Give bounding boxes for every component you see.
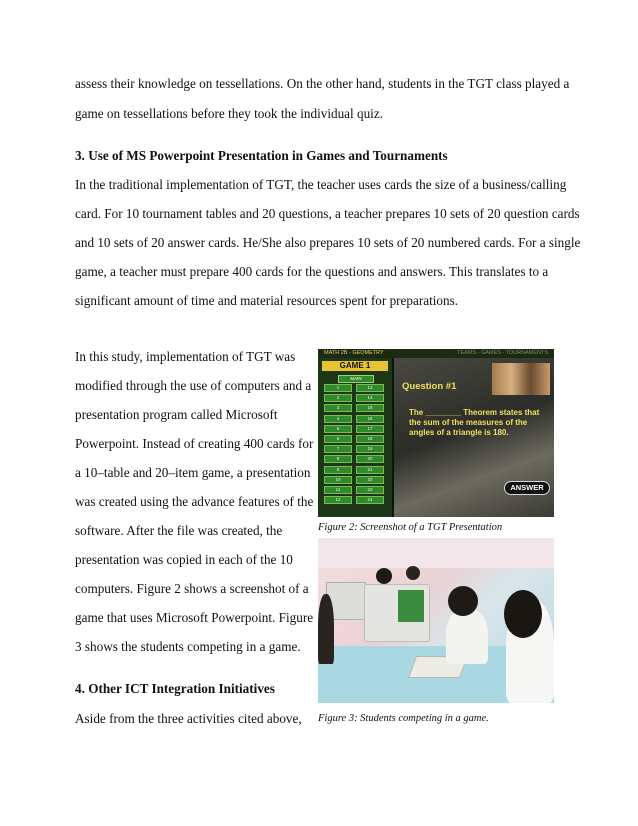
question-number-cell: 6: [324, 435, 352, 443]
text-line: In this study, implementation of TGT was: [75, 349, 296, 364]
question-number-cell: 18: [356, 435, 384, 443]
figure-3-photo: [318, 538, 554, 703]
question-title: Question #1: [402, 381, 457, 392]
slide-students-photo: [492, 363, 550, 395]
question-number-cell: 16: [356, 415, 384, 423]
photo-wall: [318, 538, 554, 568]
photo-student: [446, 608, 488, 664]
text-line: a 10–table and 20–item game, a presentation: [75, 465, 311, 480]
question-number-cell: 14: [356, 394, 384, 402]
game-title: GAME 1: [322, 361, 388, 371]
question-number-cell: 1: [324, 384, 352, 392]
question-number-cell: 3: [324, 404, 352, 412]
text-line: card. For 10 tournament tables and 20 questions, a teacher prepares 10 sets of 20 question cards: [75, 206, 580, 221]
section-heading: 3. Use of MS Powerpoint Presentation in Games and Tournaments: [75, 148, 448, 163]
photo-student: [318, 594, 334, 664]
question-number-cell: 2: [324, 394, 352, 402]
photo-student-head: [448, 586, 478, 616]
question-number-cell: 17: [356, 425, 384, 433]
text-line: game on tessellations before they took the individual quiz.: [75, 106, 384, 121]
question-number-cell: 20: [356, 455, 384, 463]
text-line: game that uses Microsoft Powerpoint. Figure: [75, 610, 314, 625]
text-line: computers. Figure 2 shows a screenshot of a: [75, 581, 309, 596]
text-line: Aside from the three activities cited above,: [75, 711, 302, 726]
text-line: presentation was copied in each of the 10: [75, 552, 293, 567]
question-number-cell: 13: [356, 384, 384, 392]
question-number-cell: 7: [324, 445, 352, 453]
question-number-cell: 5: [324, 425, 352, 433]
photo-student-head: [406, 566, 420, 580]
question-number-cell: 23: [356, 486, 384, 494]
question-number-cell: 24: [356, 496, 384, 504]
figure-2-caption: Figure 2: Screenshot of a TGT Presentation: [318, 522, 503, 533]
text-line: 3 shows the students competing in a game.: [75, 639, 301, 654]
question-text: The ________ Theorem states that the sum of the measures of the angles of a triangle is 180.: [409, 408, 540, 437]
text-line: Powerpoint. Instead of creating 400 cards for: [75, 436, 314, 451]
photo-monitor-screen: [398, 590, 424, 622]
section-heading: 4. Other ICT Integration Initiatives: [75, 681, 275, 696]
question-number-cell: 8: [324, 455, 352, 463]
question-number-cell: 4: [324, 415, 352, 423]
figure-2-screenshot: [318, 349, 554, 517]
question-number-cell: 15: [356, 404, 384, 412]
text-line: was created using the advance features of the: [75, 494, 314, 509]
figure-3-caption: Figure 3: Students competing in a game.: [318, 713, 489, 724]
question-number-cell: 19: [356, 445, 384, 453]
slide-tgt-label: TEAMS - GAMES - TOURNAMENTS: [457, 350, 548, 356]
answer-button: ANSWER: [504, 481, 550, 495]
text-line: software. After the file was created, the: [75, 523, 283, 538]
text-line: and 10 sets of 20 answer cards. He/She also prepares 10 sets of 20 numbered cards. For a single: [75, 235, 581, 250]
text-line: significant amount of time and material resources spent for preparations.: [75, 293, 459, 308]
text-line: game, a teacher must prepare 400 cards for the questions and answers. This translates to a: [75, 264, 549, 279]
question-number-cell: 10: [324, 476, 352, 484]
slide-left-panel: [318, 358, 392, 517]
text-line: assess their knowledge on tessellations. On the other hand, students in the TGT class played a: [75, 76, 570, 91]
question-number-cell: 9: [324, 466, 352, 474]
text-line: In the traditional implementation of TGT, the teacher uses cards the size of a business/calling: [75, 177, 567, 192]
question-number-cell: 22: [356, 476, 384, 484]
text-line: modified through the use of computers and a: [75, 378, 312, 393]
question-number-cell: 12: [324, 496, 352, 504]
main-button: MAIN: [338, 375, 374, 383]
photo-student-head: [376, 568, 392, 584]
question-number-cell: 21: [356, 466, 384, 474]
question-number-cell: 11: [324, 486, 352, 494]
photo-student-head: [504, 590, 542, 638]
text-line: presentation program called Microsoft: [75, 407, 278, 422]
slide-course-label: MATH 2B - GEOMETRY: [324, 350, 384, 356]
